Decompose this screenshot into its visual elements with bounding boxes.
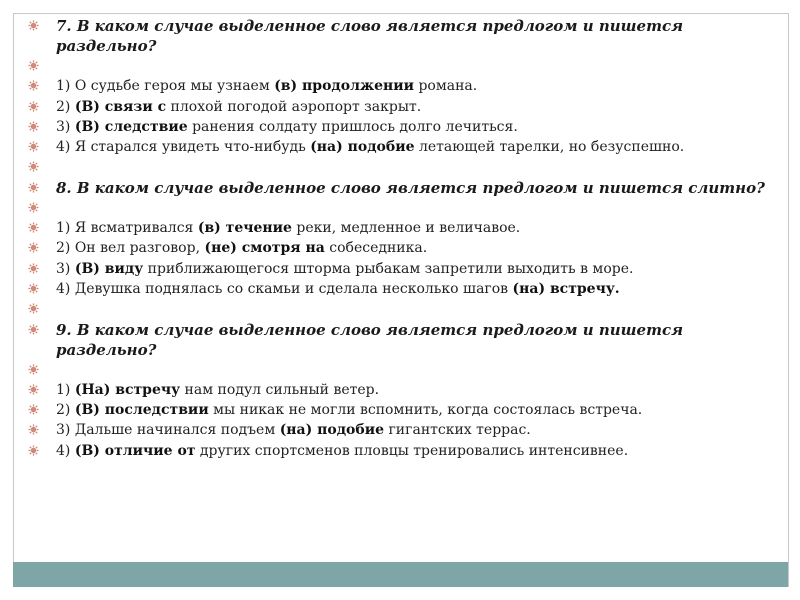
bullet-icon [28,222,39,233]
bullet-icon [28,101,39,112]
option-highlight: (на) встречу. [512,280,620,297]
option-text: реки, медленное и величавое. [291,220,521,237]
option-text: приближающегося шторма рыбакам запретили выходить в море. [143,260,634,277]
option-text: 4) Я старался увидеть что-нибудь [56,139,311,156]
option-text: 2) [56,98,75,115]
question-9-title [28,320,778,360]
answer-option [28,218,778,238]
bullet-icon [28,202,39,213]
bullet-icon [28,445,39,456]
option-text: других спортсменов пловцы тренировались интенсивнее. [195,442,629,459]
empty-line [28,198,778,218]
bullet-icon [28,141,39,152]
answer-option [28,117,778,137]
bullet-icon [28,364,39,375]
empty-line [28,299,778,319]
question-title: 7. В каком случае выделенное слово является предлогом и пишется раздельно? [56,17,684,55]
option-highlight: (не) смотря на [204,240,325,257]
option-text: 3) [56,118,75,135]
option-highlight: (на) подобие [310,139,415,156]
bullet-icon [28,80,39,91]
bullet-icon [28,121,39,132]
bullet-icon [28,303,39,314]
option-highlight: (В) виду [74,260,144,277]
option-text: мы никак не могли вспомнить, когда состоялась встреча. [208,402,643,419]
option-highlight: (В) последствии [74,402,209,419]
option-highlight: (на) подобие [279,422,385,439]
option-text: 3) [56,260,75,277]
question-8-title [28,178,778,198]
empty-line [28,157,778,177]
bullet-icon [28,384,39,395]
empty-line [28,360,778,380]
question-7-title [28,16,778,56]
question-title: 9. В каком случае выделенное слово является предлогом и пишется раздельно? [56,320,684,359]
bullet-icon [28,404,39,415]
answer-option [28,400,778,420]
bullet-icon [28,161,39,172]
option-highlight: (в) продолжении [274,78,415,95]
option-text: романа. [414,78,478,95]
option-text: летающей тарелки, но безуспешно. [414,139,685,156]
bullet-icon [28,263,39,274]
answer-option [28,441,778,461]
bullet-icon [28,20,39,31]
option-text: 1) Я всматривался [56,220,198,237]
option-highlight: (В) отличие от [74,442,196,459]
answer-option [28,420,778,440]
answer-option [28,380,778,400]
option-highlight: (В) следствие [74,118,188,135]
bullet-icon [28,324,39,335]
option-text: 4) Девушка поднялась со скамьи и сделала несколько шагов [56,280,513,297]
answer-option [28,238,778,258]
bullet-icon [28,60,39,71]
option-text: 1) [56,381,75,398]
bullet-icon [28,182,39,193]
option-text: плохой погодой аэропорт закрыт. [166,98,422,115]
question-title: 8. В каком случае выделенное слово является предлогом и пишется слитно? [56,178,765,197]
empty-line [28,56,778,76]
option-text: 2) [56,402,75,419]
option-highlight: (в) течение [197,220,292,237]
answer-option [28,137,778,157]
answer-option [28,76,778,96]
answer-option [28,279,778,299]
slide-content [28,16,778,461]
option-highlight: (На) встречу [74,381,181,398]
option-highlight: (В) связи с [74,98,167,115]
option-text: 4) [56,442,75,459]
option-text: 1) О судьбе героя мы узнаем [56,78,275,95]
bullet-icon [28,283,39,294]
option-text: гигантских террас. [384,422,531,439]
option-text: ранения солдату пришлось долго лечиться. [187,118,518,135]
answer-option [28,97,778,117]
option-text: собеседника. [324,240,428,257]
bullet-icon [28,242,39,253]
option-text: 2) Он вел разговор, [56,240,205,257]
answer-option [28,259,778,279]
slide-bottom-bar [13,562,788,587]
bullet-icon [28,424,39,435]
option-text: нам подул сильный ветер. [180,381,380,398]
option-text: 3) Дальше начинался подъем [56,422,280,439]
